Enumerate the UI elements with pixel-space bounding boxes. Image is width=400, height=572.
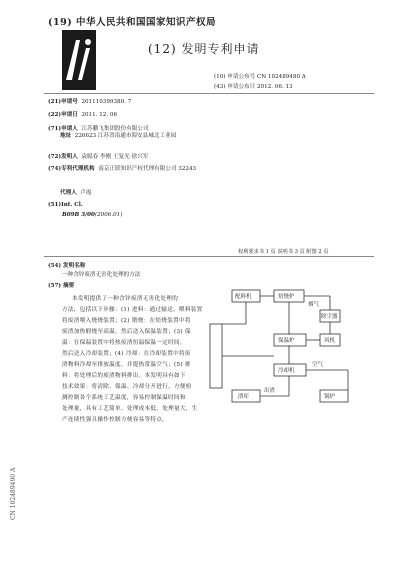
- abstract-line: 然后送入冷却装置；(4) 冷却：在冷却装置中将废: [62, 351, 191, 357]
- abstract-line: 温：在保温装置中将热废渣恒温保温一定时间，: [62, 340, 186, 346]
- abstract-line: 废渣加热煅烧至高温，然后送入保温装置；(3) 保: [62, 329, 191, 335]
- page-counts: 权利要求书 1 页 说明书 3 页 附图 2 页: [238, 249, 329, 255]
- box-label: 锅炉: [324, 394, 336, 400]
- publication-date: (43) 申请公布日 2012. 06. 13: [214, 84, 293, 90]
- side-publication-number: CN 102489490 A: [10, 467, 17, 520]
- box-label: 焙烧炉: [278, 294, 295, 300]
- flow-label: 空气: [312, 362, 324, 368]
- abstract-line: 产连续性强且操作控制方便容易等特点。: [62, 417, 169, 423]
- abstract-line: 技术效果：将清除、保温、冷却分开进行，方便检: [62, 384, 192, 390]
- ipc-class: B09B 3/00(2006.01): [62, 212, 123, 218]
- application-number: (21)申请号 201110399380. 7: [48, 99, 132, 105]
- agent: 代理人 卢霞: [60, 190, 92, 196]
- abstract-line: 测控制各个系统工艺温度，容易控制保温时间和: [62, 395, 186, 401]
- box-label: 风机: [324, 338, 336, 344]
- applicant-address: 地址 226623 江苏省南通市海安县城北工业园: [60, 133, 177, 139]
- invention-title: 一种含锌废渣无害化处理的方法: [62, 272, 141, 278]
- abstract-line: 料：将处理后的废渣物料排出。本发明具有如下: [62, 373, 186, 379]
- publication-number: (10) 申请公布号 CN 102489490 A: [214, 74, 306, 80]
- office-name: (19) 中华人民共和国国家知识产权局: [48, 17, 217, 28]
- title-heading: (54) 发明名称: [48, 263, 86, 269]
- flow-label: 出渣: [264, 388, 276, 394]
- flow-label: 烟气: [308, 302, 320, 308]
- document-type: (12) 发明专利申请: [148, 42, 260, 56]
- abstract-line: 方法，包括以下步骤：(1) 进料：通过输送、喂料装置: [62, 307, 203, 313]
- left-frame: [210, 324, 222, 388]
- abstract-heading: (57) 摘要: [48, 283, 75, 289]
- abstract-line: 渣物料冷却至排放温度，并提热常温空气；(5) 排: [62, 362, 191, 368]
- box-label: 保温炉: [278, 338, 295, 344]
- inventors: (72)发明人 袁聪春 李刚 王复光 徐兴军: [48, 154, 149, 160]
- box-label: 冷却机: [278, 368, 295, 374]
- int-cl: (51)Int. Cl.: [48, 202, 83, 208]
- box-label: 除尘器: [321, 314, 338, 320]
- application-date: (22)申请日 2011. 12. 06: [48, 112, 118, 118]
- abstract-line: 将废渣喂入烧烧装置；(2) 锻烧：在焙烧装置中将: [62, 318, 191, 324]
- applicant: (71)申请人 江苏鹏飞集团股份有限公司: [48, 126, 149, 132]
- abstract-line: 处理量，具有工艺简单、处理成本低、处理量大，生: [62, 406, 198, 412]
- box-label: 配料机: [235, 294, 252, 300]
- header-divider: [44, 93, 374, 94]
- pages-divider: [44, 256, 374, 257]
- abstract-line: 本发明提供了一种含锌废渣无害化处理的: [72, 296, 179, 302]
- box-label: 渣库: [238, 394, 250, 400]
- process-flow-diagram: [208, 286, 378, 414]
- sipo-logo: [62, 30, 96, 90]
- patent-agency: (74)专利代理机构 南京正联知识产权代理有限公司 32243: [48, 166, 197, 172]
